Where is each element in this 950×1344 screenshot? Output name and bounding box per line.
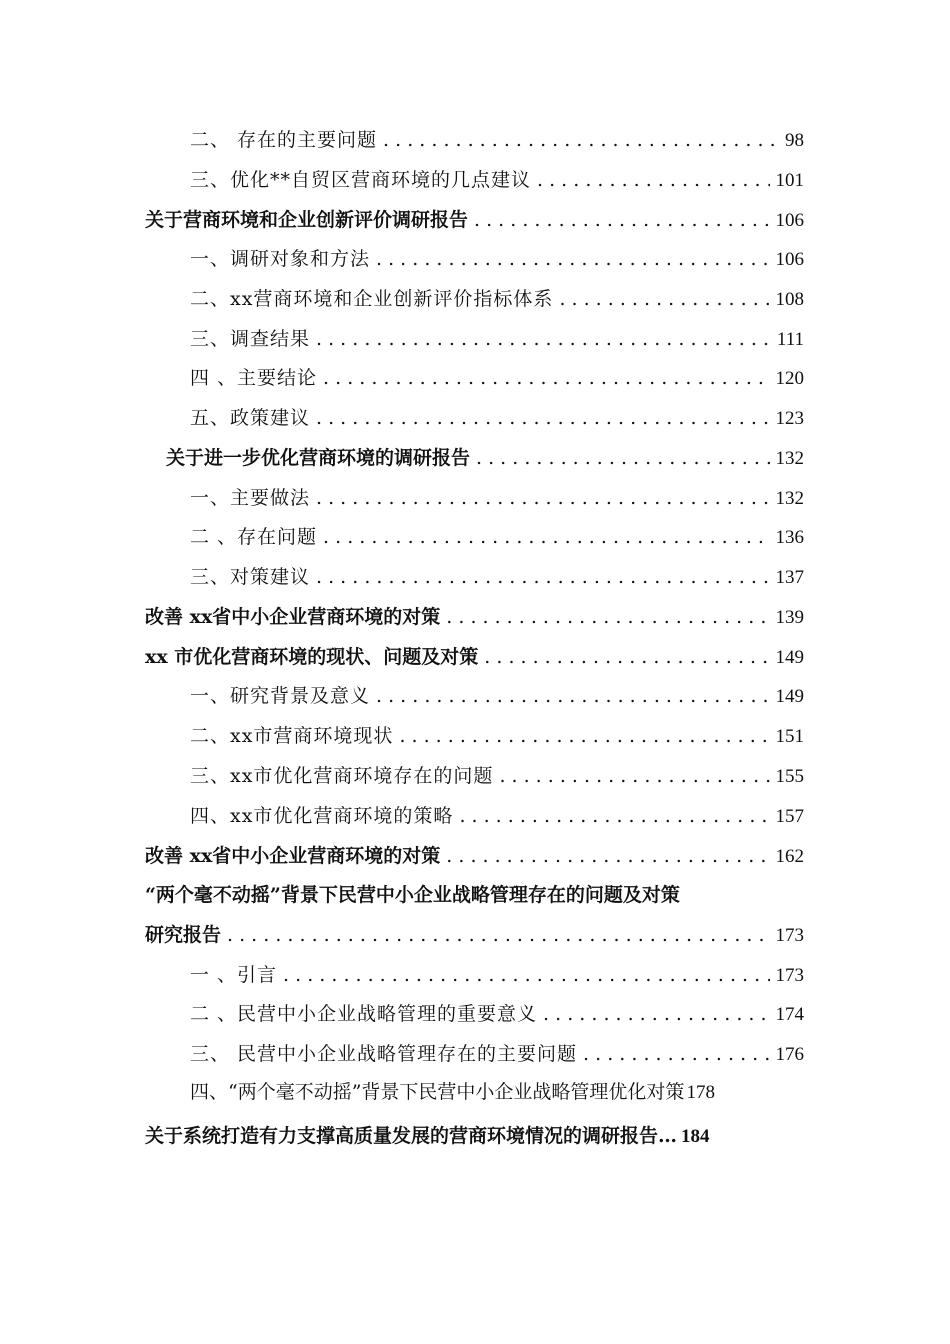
toc-entry-page: 173	[775, 965, 804, 986]
toc-entry-page: 173	[775, 925, 804, 946]
toc-entry-title: 一、研究背景及意义	[190, 685, 371, 707]
toc-entry[interactable]	[190, 724, 804, 749]
toc-entry[interactable]	[190, 128, 804, 153]
toc-entry[interactable]	[166, 446, 804, 471]
toc-entry[interactable]	[145, 645, 804, 670]
toc-entry-page: 139	[775, 607, 804, 628]
toc-entry-title: 五、政策建议	[190, 407, 311, 429]
toc-leader-dots	[459, 804, 769, 828]
toc-entry-title: 一 、引言	[190, 964, 278, 986]
toc-entry[interactable]	[190, 804, 804, 829]
toc-entry[interactable]	[190, 1042, 804, 1067]
toc-entry[interactable]	[190, 247, 804, 272]
toc-entry-title: 二 、民营中小企业战略管理的重要意义	[190, 1003, 538, 1025]
toc-leader-dots	[446, 605, 769, 629]
toc-entry-title: 二 、存在问题	[190, 526, 318, 548]
toc-leader-dots	[376, 684, 769, 708]
toc-entry[interactable]	[145, 1124, 825, 1149]
toc-entry[interactable]	[190, 168, 804, 193]
toc-leader-dots	[484, 645, 769, 669]
toc-entry[interactable]	[145, 208, 804, 233]
toc-leader-dots	[283, 963, 769, 987]
toc-entry-page: 108	[775, 289, 804, 310]
toc-leader-dots	[399, 724, 769, 748]
toc-leader-dots	[316, 406, 769, 430]
toc-entry-page: 151	[775, 726, 804, 747]
toc-entry-title: 三、 民营中小企业战略管理存在的主要问题	[190, 1043, 578, 1065]
toc-entry-title: 二、xx营商环境和企业创新评价指标体系	[190, 288, 554, 310]
toc-entry[interactable]	[190, 684, 804, 709]
toc-entry-page: 106	[775, 249, 804, 270]
toc-leader-dots	[323, 525, 769, 549]
toc-leader-dots	[559, 287, 769, 311]
toc-entry-page: 123	[775, 408, 804, 429]
toc-entry[interactable]	[190, 486, 804, 511]
toc-entry-title: 关于营商环境和企业创新评价调研报告	[145, 209, 469, 231]
toc-entry-page: 149	[775, 686, 804, 707]
toc-entry-title: 关于进一步优化营商环境的调研报告	[166, 447, 471, 469]
toc-entry-title: 四 、主要结论	[190, 367, 318, 389]
toc-entry-title: 二、xx市营商环境现状	[190, 725, 394, 747]
toc-entry[interactable]	[190, 1002, 804, 1027]
toc-entry-page: 132	[775, 448, 804, 469]
toc-entry[interactable]	[190, 764, 804, 789]
toc-entry[interactable]	[190, 406, 804, 431]
toc-entry-title: xx 市优化营商环境的现状、问题及对策	[145, 646, 479, 668]
toc-leader-dots	[376, 247, 769, 271]
toc-leader-dots	[383, 128, 779, 152]
toc-entry-page: 120	[775, 368, 804, 389]
toc-entry-page: 176	[775, 1044, 804, 1065]
toc-entry[interactable]	[145, 923, 804, 948]
toc-leader-dots	[446, 844, 769, 868]
toc-entry[interactable]	[190, 525, 804, 550]
toc-entry-title: 三、对策建议	[190, 566, 311, 588]
toc-entry-page: 162	[775, 846, 804, 867]
toc-entry[interactable]	[145, 605, 804, 630]
toc-entry-page: 174	[775, 1004, 804, 1025]
toc-entry-title: 三、xx市优化营商环境存在的问题	[190, 765, 494, 787]
toc-entry-title: 改善 xx省中小企业营商环境的对策	[145, 845, 441, 867]
toc-entry-title: 研究报告	[145, 924, 222, 946]
toc-leader-dots	[476, 446, 769, 470]
toc-entry-title: 一、调研对象和方法	[190, 248, 371, 270]
toc-entry-page: 106	[775, 210, 804, 231]
toc-leader-dots	[227, 923, 769, 947]
toc-entry-title: 四、xx市优化营商环境的策略	[190, 805, 454, 827]
toc-leader-dots	[499, 764, 769, 788]
toc-leader-dots	[323, 366, 769, 390]
toc-entry-page: 111	[776, 329, 804, 350]
toc-entry-page: 98	[785, 130, 804, 151]
toc-leader-dots	[316, 565, 769, 589]
toc-entry-title: 三、优化**自贸区营商环境的几点建议	[190, 169, 532, 191]
toc-entry-title-line1[interactable]: “两个毫不动摇”背景下民营中小企业战略管理存在的问题及对策	[145, 884, 680, 906]
toc-entry[interactable]	[190, 327, 804, 352]
toc-entry-page: 101	[775, 170, 804, 191]
toc-entry-title: 改善 xx省中小企业营商环境的对策	[145, 606, 441, 628]
toc-entry-page: 137	[775, 567, 804, 588]
toc-leader-dots	[474, 208, 769, 232]
toc-entry-title: 一、主要做法	[190, 487, 311, 509]
toc-entry-page: 184	[681, 1126, 710, 1147]
toc-leader-dots	[316, 486, 769, 510]
toc-entry[interactable]	[190, 1080, 830, 1105]
toc-entry[interactable]	[190, 366, 804, 391]
toc-entry-title: 关于系统打造有力支撑高质量发展的营商环境情况的调研报告…	[145, 1125, 678, 1147]
toc-entry[interactable]	[190, 963, 804, 988]
toc-entry-page: 136	[775, 527, 804, 548]
toc-entry-page: 155	[775, 766, 804, 787]
toc-entry[interactable]	[190, 565, 804, 590]
toc-leader-dots	[543, 1002, 769, 1026]
toc-entry-title: 四、“两个毫不动摇”背景下民营中小企业战略管理优化对策	[190, 1081, 685, 1103]
toc-entry[interactable]	[145, 844, 804, 869]
toc-leader-dots	[583, 1042, 769, 1066]
toc-leader-dots	[537, 168, 769, 192]
toc-entry-page: 132	[775, 488, 804, 509]
toc-entry-page: 149	[775, 647, 804, 668]
toc-entry-page: 157	[775, 806, 804, 827]
toc-entry[interactable]	[190, 287, 804, 312]
toc-leader-dots	[316, 327, 771, 351]
toc-entry-title: 三、调查结果	[190, 328, 311, 350]
toc-entry-title: 二、 存在的主要问题	[190, 129, 378, 151]
toc-entry-page: 178	[686, 1082, 715, 1103]
